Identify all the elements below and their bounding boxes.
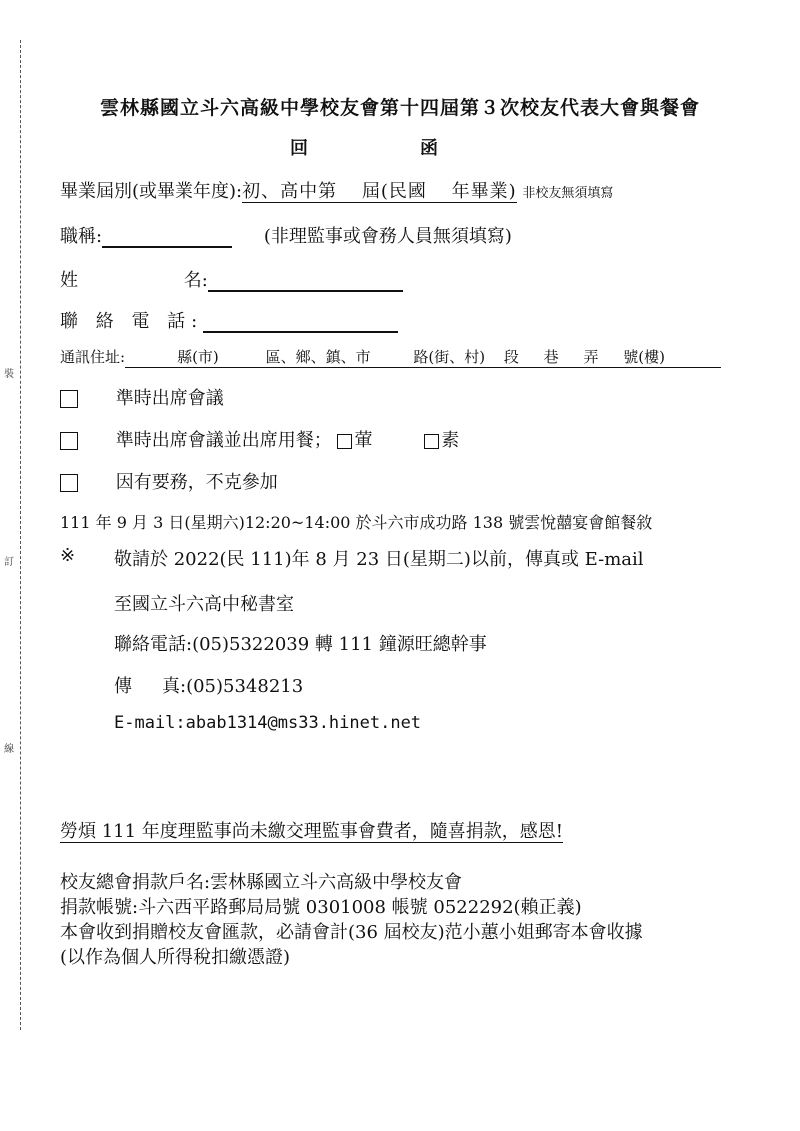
margin-mark-xian: 線 [4,744,14,755]
option-attend-checkbox[interactable] [60,390,78,408]
notice-deadline: 敬請於 2022(民 111)年 8 月 23 日(星期二)以前，傳真或 E-mail [114,549,644,570]
option-attend-dine-label: 準時出席會議並出席用餐； [115,430,332,451]
margin-mark-ding: 訂 [4,557,14,568]
option-attend-row [60,384,224,410]
phone-label: 聯 絡 電 話: [60,311,204,332]
graduation-row [60,177,613,203]
address-alley: 弄 [583,348,599,366]
notice-email: E-mail:abab1314@ms33.hinet.net [114,713,422,733]
address-field[interactable] [125,346,721,368]
donation-receipt: 本會收到捐贈校友會匯款，必請會計(36 屆校友)范小蕙小姐郵寄本會收據 [60,922,643,943]
donation-headline [60,817,563,843]
meal-meat-checkbox[interactable] [337,434,352,449]
address-label: 通訊住址: [60,348,126,366]
name-label-a: 姓 [60,270,78,291]
job-title-field[interactable] [102,228,232,248]
address-district: 區、鄉、鎮、市 [265,348,371,366]
graduation-label: 畢業屆別(或畢業年度): [60,181,243,202]
notice-fax [114,672,303,698]
notice-recipient: 至國立斗六高中秘書室 [114,594,294,615]
option-absent-row [60,468,278,494]
notice-contact: 聯絡電話:(05)5322039 轉 111 鐘源旺總幹事 [114,634,487,655]
meal-veg-checkbox[interactable] [424,434,439,449]
meal-meat-label: 葷 [354,430,373,451]
donation-headline-text: 勞煩 111 年度理監事尚未繳交理監事會費者，隨喜捐款，感恩! [60,821,564,842]
notice-mark: ※ [60,545,76,566]
donation-tax: (以作為個人所得稅扣繳憑證) [60,947,291,968]
reply-title-b: 函 [420,138,438,159]
graduation-field[interactable]: 初、高中第 屆(民國 年畢業) [242,181,517,202]
address-number: 號(樓) [623,348,665,366]
option-absent-checkbox[interactable] [60,474,78,492]
donation-account-no: 捐款帳號:斗六西平路郵局局號 0301008 帳號 0522292(賴正義) [60,897,582,918]
reply-title-a: 回 [290,138,308,159]
meal-veg-label: 素 [441,430,460,451]
option-attend-dine-row [60,426,459,452]
option-absent-label: 因有要務，不克參加 [115,472,278,493]
notice-fax-a: 傳 [114,676,132,697]
job-title-label: 職稱: [60,226,103,247]
address-lane: 巷 [543,348,559,366]
event-info: 111 年 9 月 3 日(星期六)12:20~14:00 於斗六市成功路 138 號雲悅囍宴會館餐敘 [60,513,653,532]
address-county: 縣(市) [177,348,219,366]
name-row [60,266,403,292]
option-attend-dine-checkbox[interactable] [60,432,78,450]
notice-fax-b: 真:(05)5348213 [162,676,304,697]
option-attend-label: 準時出席會議 [115,388,224,409]
graduation-note: 非校友無須填寫 [522,186,614,201]
address-section: 段 [503,348,519,366]
phone-field[interactable] [203,313,398,333]
address-row [60,346,721,368]
margin-mark-zhuang: 裝 [4,369,14,380]
name-label-b: 名: [183,270,208,291]
job-title-note: (非理監事或會務人員無須填寫) [263,226,512,247]
document-title: 雲林縣國立斗六高級中學校友會第十四屆第３次校友代表大會與餐會 [99,97,700,119]
binding-line [20,40,21,1030]
address-road: 路(街、村) [413,348,486,366]
phone-row [60,307,398,333]
job-title-row [60,222,512,248]
name-field[interactable] [208,272,403,292]
donation-account-name: 校友總會捐款戶名:雲林縣國立斗六高級中學校友會 [60,872,463,893]
